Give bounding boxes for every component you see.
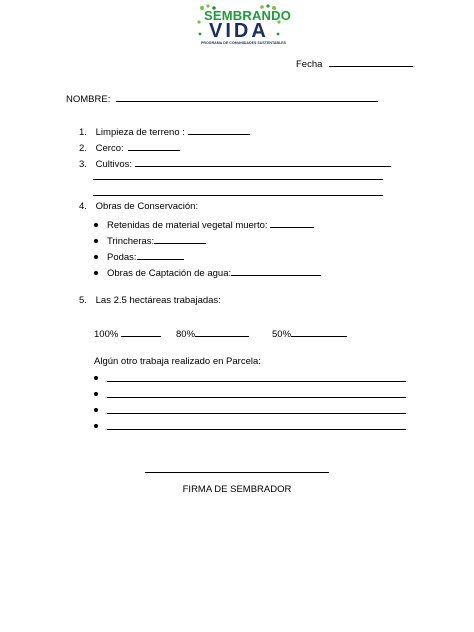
- cerco-blank[interactable]: [128, 142, 180, 151]
- nombre-label: NOMBRE:: [66, 94, 111, 105]
- bullet-icon: [94, 392, 98, 396]
- item-number: 1.: [79, 127, 87, 138]
- sub-item-retenidas: [94, 219, 314, 231]
- logo-text-sembrando: SEMBRANDO: [204, 8, 292, 23]
- percent-100-blank[interactable]: [121, 328, 161, 337]
- item-label: Obras de Conservación:: [95, 201, 199, 212]
- otro-trabajo-line-3[interactable]: [107, 413, 406, 414]
- item-obras-conservacion: [79, 202, 198, 212]
- item-label: Las 2.5 hectáreas trabajadas:: [95, 295, 221, 306]
- trincheras-blank[interactable]: [154, 235, 206, 244]
- firma-line[interactable]: [145, 472, 329, 473]
- otro-trabajo-row-1: [94, 374, 107, 384]
- limpieza-blank[interactable]: [188, 126, 250, 135]
- item-cultivos: [79, 158, 391, 170]
- cultivos-blank[interactable]: [135, 158, 391, 167]
- bullet-icon: [94, 376, 98, 380]
- percent-100-field: [94, 328, 161, 340]
- sub-item-label: Retenidas de material vegetal muerto:: [107, 220, 268, 231]
- item-label: Limpieza de terreno :: [95, 127, 185, 138]
- fecha-blank[interactable]: [329, 58, 413, 67]
- logo-text-vida: VIDA: [209, 20, 269, 42]
- bullet-icon: [94, 255, 98, 259]
- item-number: 4.: [79, 201, 87, 212]
- nombre-blank[interactable]: [116, 93, 378, 102]
- bullet-icon: [94, 424, 98, 428]
- otro-trabajo-line-4[interactable]: [107, 429, 406, 430]
- nombre-field: [66, 93, 378, 105]
- item-number: 3.: [79, 159, 87, 170]
- item-cerco: [79, 142, 180, 154]
- percent-80-field: [176, 328, 249, 340]
- sub-item-captacion-agua: [94, 267, 321, 279]
- otro-trabajo-line-1[interactable]: [107, 381, 406, 382]
- retenidas-blank[interactable]: [270, 219, 314, 228]
- otro-trabajo-row-3: [94, 406, 107, 416]
- podas-blank[interactable]: [137, 251, 184, 260]
- percent-80-blank[interactable]: [195, 328, 249, 337]
- cultivos-line-2[interactable]: [93, 179, 383, 180]
- bullet-icon: [94, 223, 98, 227]
- item-label: Cerco:: [95, 143, 124, 154]
- sub-item-label: Podas:: [107, 252, 137, 263]
- item-number: 2.: [79, 143, 87, 154]
- fecha-field: [296, 58, 413, 70]
- item-hectareas: [79, 296, 221, 306]
- otro-trabajo-line-2[interactable]: [107, 397, 406, 398]
- item-label: Cultivos:: [95, 159, 133, 170]
- percent-50-label: 50%: [272, 329, 292, 340]
- sembrando-vida-logo: [196, 4, 292, 48]
- item-limpieza: [79, 126, 250, 138]
- bullet-icon: [94, 239, 98, 243]
- bullet-icon: [94, 408, 98, 412]
- percent-50-field: [272, 328, 347, 340]
- percent-50-blank[interactable]: [291, 328, 347, 337]
- sub-item-label: Trincheras:: [107, 236, 155, 247]
- fecha-label: Fecha: [296, 59, 323, 70]
- firma-label: FIRMA DE SEMBRADOR: [182, 484, 292, 495]
- otro-trabajo-row-4: [94, 422, 107, 432]
- percent-100-label: 100%: [94, 329, 119, 340]
- cultivos-line-3[interactable]: [93, 195, 383, 196]
- otro-trabajo-row-2: [94, 390, 107, 400]
- percent-80-label: 80%: [176, 329, 196, 340]
- sub-item-label: Obras de Captación de agua:: [107, 268, 232, 279]
- otro-trabajo-label: Algún otro trabaja realizado en Parcela:: [94, 356, 261, 367]
- captacion-blank[interactable]: [231, 267, 321, 276]
- sub-item-podas: [94, 251, 184, 263]
- sub-item-trincheras: [94, 235, 206, 247]
- bullet-icon: [94, 271, 98, 275]
- item-number: 5.: [79, 295, 87, 306]
- logo-tagline: PROGRAMA DE COMUNIDADES SUSTENTABLES: [201, 41, 287, 45]
